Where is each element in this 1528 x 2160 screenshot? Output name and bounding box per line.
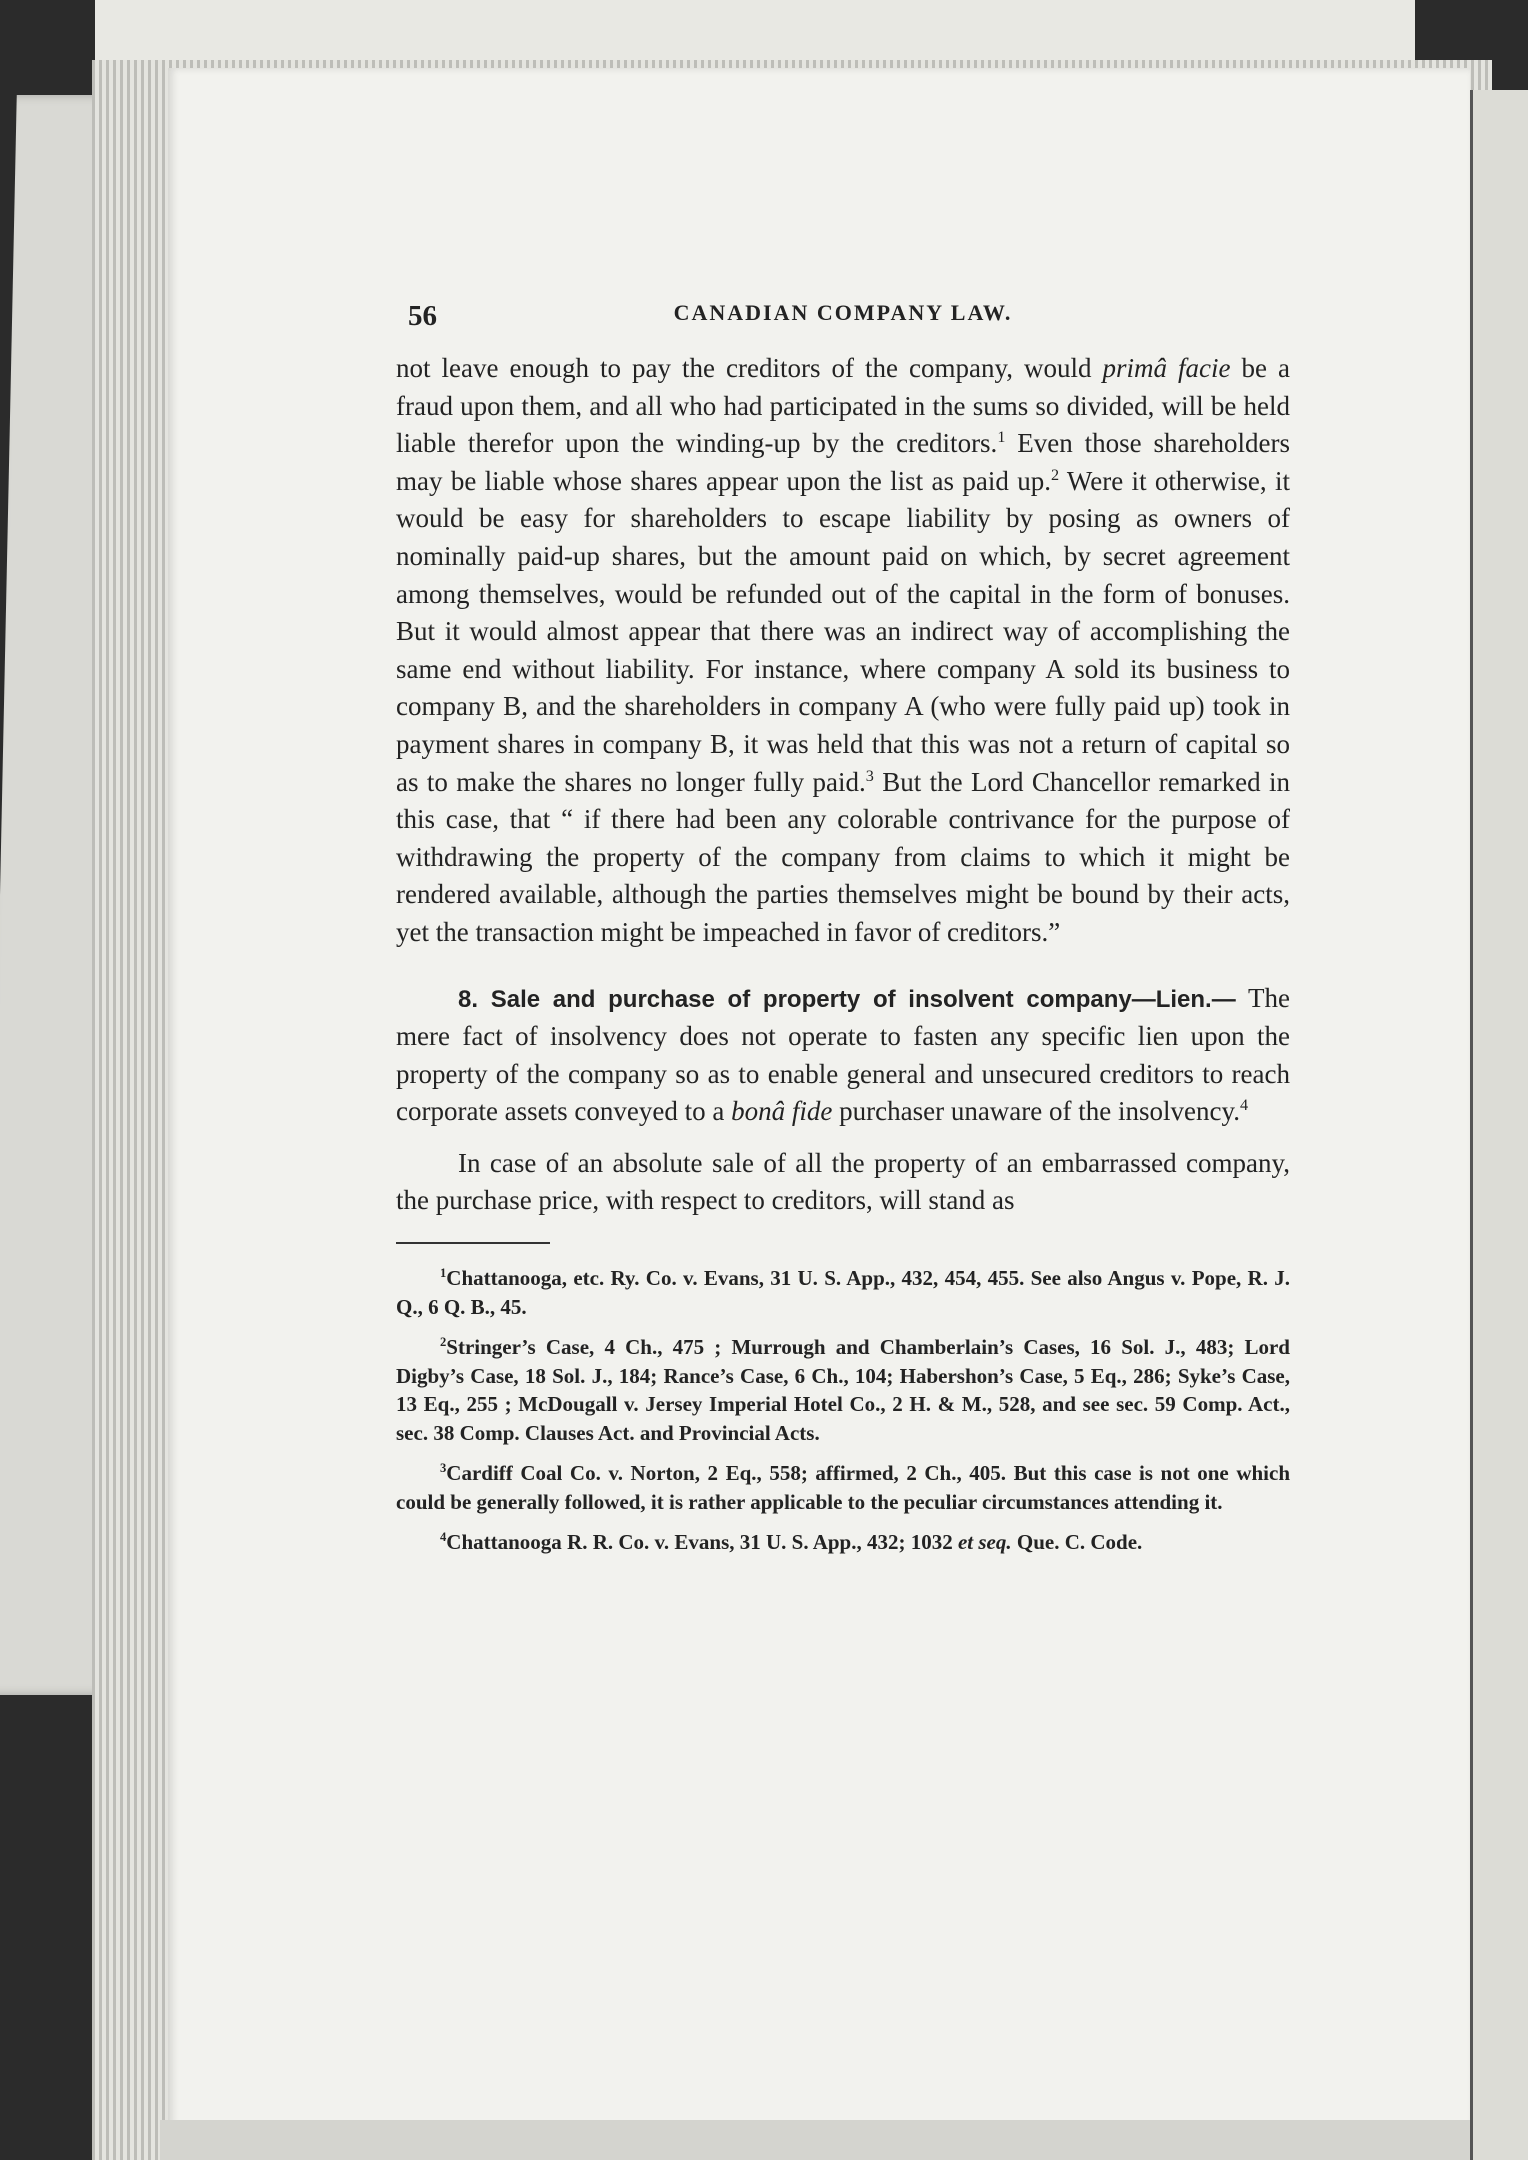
page-content — [396, 300, 1290, 1840]
footnote-ref-2[interactable]: 2 — [1050, 465, 1060, 484]
footnote-text: Chattanooga, etc. Ry. Co. v. Evans, 31 U. S. App., 432, 454, 455. See also Angus v. Pope, R. J. Q., 6 Q. B., 45. — [396, 1266, 1290, 1319]
footnote-divider — [396, 1242, 550, 1244]
italic-phrase: et seq. — [957, 1530, 1012, 1555]
footnote-marker: 3 — [440, 1461, 447, 1476]
footnote-ref-4[interactable]: 4 — [1239, 1096, 1249, 1115]
text-run: purchaser unaware of the insolvency. — [832, 1096, 1240, 1127]
section-8-paragraph — [396, 980, 1290, 1131]
italic-phrase: bonâ fide — [731, 1096, 833, 1127]
section-heading: 8. Sale and purchase of property of insolvent company—Lien.— — [458, 985, 1236, 1013]
running-head — [396, 300, 1290, 350]
text-run: Were it otherwise, it would be easy for shareholders to escape liability by posing as owners of nominally paid-up shares, but the amount paid on which, by secret agreement among themselves, would be refunded out of the capital in the form of bonuses. But it would almost appear that there was an indirect way of accomplishing the same end without liability. For instance, where company A sold its business to company B, and the shareholders in company A (who were fully paid up) took in payment shares in company B, it was held that this was not a return of capital so as to make the shares no longer fully paid. — [396, 465, 1290, 797]
text-run: not leave enough to pay the creditors of the company, would — [396, 353, 1103, 383]
paragraph-1 — [396, 350, 1290, 952]
page-bottom-edge — [160, 2120, 1470, 2160]
footnote-text: Cardiff Coal Co. v. Norton, 2 Eq., 558; affirmed, 2 Ch., 405. But this case is not one which could be generally followed, it is rather applicable to the peculiar circumstances attending it. — [396, 1461, 1290, 1514]
italic-phrase: primâ facie — [1102, 353, 1231, 383]
footnote-4 — [396, 1528, 1290, 1557]
footnote-marker: 2 — [440, 1335, 447, 1350]
footnote-1 — [396, 1264, 1290, 1321]
footnote-ref-3[interactable]: 3 — [865, 766, 874, 785]
footnote-text: Que. C. Code. — [1011, 1530, 1143, 1555]
footnote-marker: 1 — [440, 1266, 447, 1281]
text-run: The mere fact of insolvency does not operate to fasten any specific lien upon the property of the company so as to enable general and unsecured creditors to reach corporate assets conveyed to a — [396, 982, 1290, 1127]
footnote-2 — [396, 1333, 1290, 1447]
footnote-text: Chattanooga R. R. Co. v. Evans, 31 U. S. App., 432; 1032 — [446, 1530, 958, 1555]
text-run: But the Lord Chancellor remarked in this case, that “ if there had been any colorable contrivance for the purpose of withdrawing the property of the company from claims to which it might be rendered available, although the parties themselves might be bound by their acts, yet the transaction might be impeached in favor of creditors.” — [396, 766, 1290, 947]
page-number: 56 — [408, 300, 437, 332]
footnote-text: Stringer’s Case, 4 Ch., 475 ; Murrough and Chamberlain’s Cases, 16 Sol. J., 483; Lord Digby’s Case, 18 Sol. J., 184; Rance’s Case, 6 Ch., 104; Habershon’s Case, 5 Eq., 286; Syke’s Case, 13 Eq., 255 ; McDougall v. Jersey Imperial Hotel Co., 2 H. & M., 528, and see sec. 59 Comp. Act., sec. 38 Comp. Clauses Act. and Provincial Acts. — [396, 1335, 1290, 1445]
text-run: Even those shareholders may be liable whose shares appear upon the list as paid up. — [396, 428, 1290, 496]
text-run: be a fraud upon them, and all who had participated in the sums so divided, will be held liable therefor upon the winding-up by the creditors. — [396, 353, 1291, 459]
footnote-marker: 4 — [440, 1530, 447, 1545]
background-sheet-right — [1467, 90, 1528, 2160]
paragraph-3: In case of an absolute sale of all the property of an embarrassed company, the purchase price, with respect to creditors, will stand as — [396, 1147, 1290, 1216]
footnotes — [396, 1264, 1290, 1557]
running-title: CANADIAN COMPANY LAW. — [673, 300, 1013, 325]
body-text — [396, 350, 1290, 1220]
footnote-3 — [396, 1459, 1290, 1516]
footnote-ref-1[interactable]: 1 — [997, 428, 1006, 447]
